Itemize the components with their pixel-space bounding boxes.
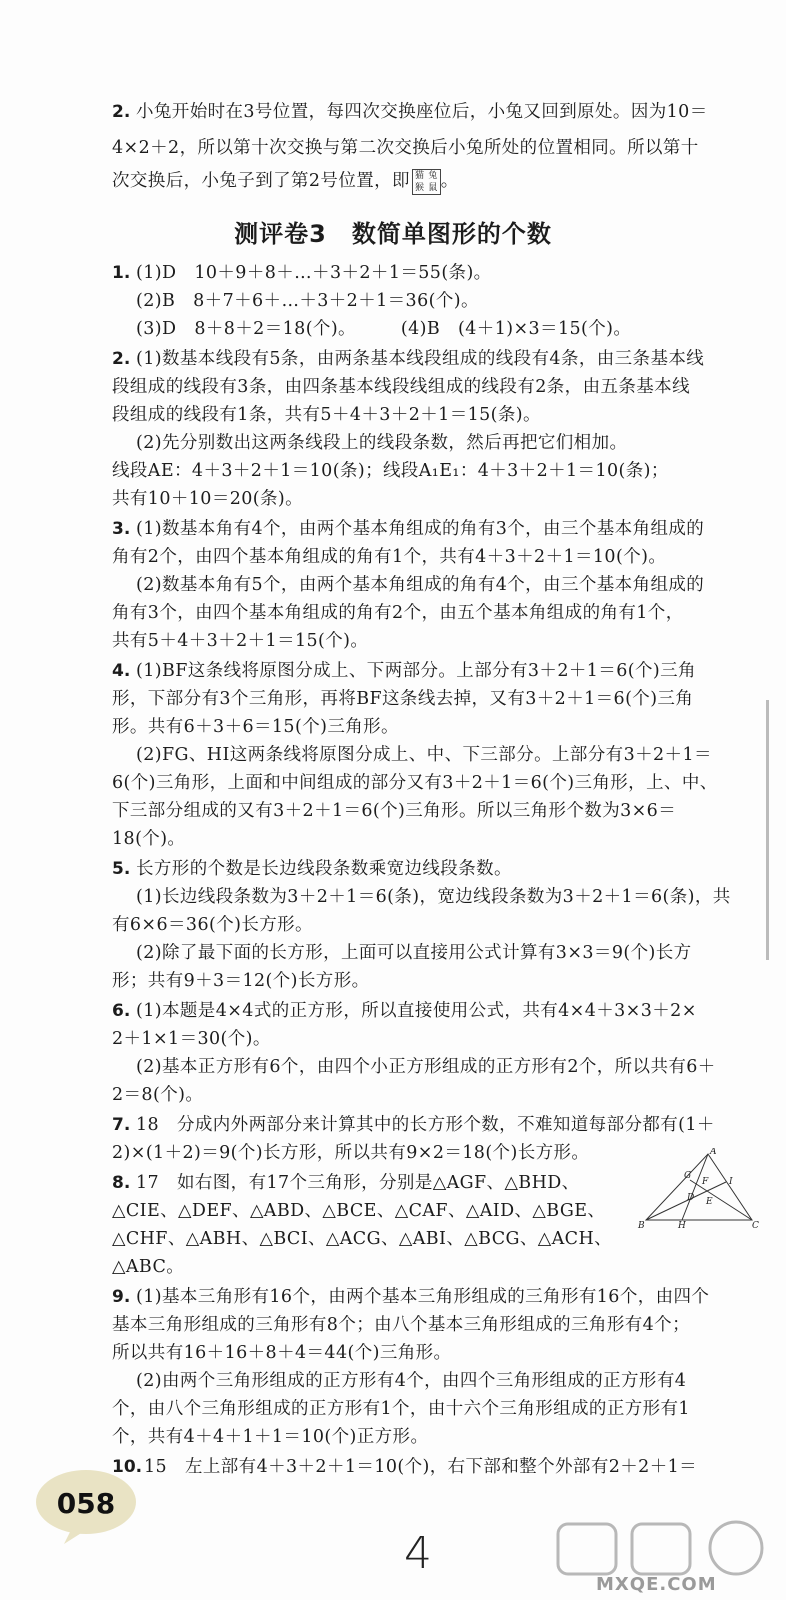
q10-line-1: 15 左上部有4＋3＋2＋1＝10(个)，右下部和整个外部有2＋2＋1＝ [144,1457,698,1477]
prev-line-3 [112,168,459,195]
q6-line-4: 2＝8(个)。 [112,1085,204,1105]
q9-line-3: 所以共有16＋16＋8＋4＝44(个)三角形。 [112,1343,452,1363]
q9-line-2: 基本三角形组成的三角形有8个；由八个基本三角形组成的三角形有4个； [112,1315,690,1335]
triangle-figure [636,1148,760,1228]
q8-line-1: 17 如右图，有17个三角形，分别是△AGF、△BHD、 [136,1173,580,1193]
animal-cell: 鼠 [428,182,438,193]
q3-number: 3. [112,519,131,539]
q3-line-2: 角有2个，由四个基本角组成的角有1个，共有4＋3＋2＋1＝10(个)。 [112,547,667,567]
q1-line-3: (3)D 8＋8＋2＝18(个)。 (4)B (4＋1)×3＝15(个)。 [136,319,632,339]
q4-line-7: 18(个)。 [112,829,186,849]
q9-line-5: 个，由八个三角形组成的正方形有1个，由十六个三角形组成的正方形有1 [112,1399,690,1419]
q9-number: 9. [112,1287,131,1307]
q4-line-3: 形。共有6＋3＋6＝15(个)三角形。 [112,717,399,737]
q5-line-2: (1)长边线段条数为3＋2＋1＝6(条)，宽边线段条数为3＋2＋1＝6(条)，共 [136,887,731,907]
q6-line-2: 2＋1×1＝30(个)。 [112,1029,271,1049]
margin-mark [766,700,769,960]
label-i: I [729,1177,733,1187]
prev-item-number: 2. [112,102,131,122]
prev-line-1: 小兔开始时在3号位置，每四次交换座位后，小兔又回到原处。因为10＝ [136,102,708,122]
q4-number: 4. [112,661,131,681]
q3-line-5: 共有5＋4＋3＋2＋1＝15(个)。 [112,631,369,651]
animal-cell: 猴 [414,182,425,193]
watermark-text: MXQE.COM [596,1574,717,1595]
q2-number: 2. [112,349,131,369]
q5-line-1: 长方形的个数是长边线段条数乘宽边线段条数。 [136,859,512,879]
q1-line-2: (2)B 8＋7＋6＋…＋3＋2＋1＝36(个)。 [136,291,479,311]
q5-line-3: 有6×6＝36(个)长方形。 [112,915,313,935]
q3-line-1: (1)数基本角有4个，由两个基本角组成的角有3个，由三个基本角组成的 [136,519,705,539]
q4-line-5: 6(个)三角形，上面和中间组成的部分又有3＋2＋1＝6(个)三角形，上、中、 [112,773,718,793]
q6-line-1: (1)本题是4×4式的正方形，所以直接使用公式，共有4×4＋3×3＋2× [136,1001,697,1021]
label-b: B [638,1221,645,1228]
q2-line-4: (2)先分别数出这两条线段上的线段条数，然后再把它们相加。 [136,433,628,453]
label-g: G [684,1171,692,1181]
q2-line-3: 段组成的线段有1条，共有5＋4＋3＋2＋1＝15(条)。 [112,405,541,425]
q1-line-1: (1)D 10＋9＋8＋…＋3＋2＋1＝55(条)。 [136,263,492,283]
q8-line-2: △CIE、△DEF、△ABD、△BCE、△CAF、△AID、△BGE、 [112,1201,606,1221]
q9-line-1: (1)基本三角形有16个，由两个基本三角形组成的三角形有16个，由四个 [136,1287,710,1307]
q6-line-3: (2)基本正方形有6个，由四个小正方形组成的正方形有2个，所以共有6＋ [136,1057,716,1077]
label-h: H [678,1221,686,1228]
q5-number: 5. [112,859,131,879]
q8-number: 8. [112,1173,131,1193]
q4-line-2: 形，下部分有3个三角形，再将BF这条线去掉，又有3＋2＋1＝6(个)三角 [112,689,694,709]
handwritten-mark: 4 [404,1528,432,1579]
q1-number: 1. [112,263,131,283]
q10-number: 10. [112,1457,143,1477]
label-d: D [687,1193,695,1203]
prev-line-2: 4×2＋2，所以第十次交换与第二次交换后小兔所处的位置相同。所以第十 [112,138,699,158]
q2-line-1: (1)数基本线段有5条，由两条基本线段组成的线段有4条，由三条基本线 [136,349,705,369]
page-number: 058 [56,1487,116,1520]
q4-line-1: (1)BF这条线将原图分成上、下两部分。上部分有3＋2＋1＝6(个)三角 [136,661,696,681]
q6-number: 6. [112,1001,131,1021]
q7-line-2: 2)×(1＋2)＝9(个)长方形，所以共有9×2＝18(个)长方形。 [112,1143,590,1163]
animal-grid [412,169,441,195]
section-title: 测评卷3 数简单图形的个数 [234,220,552,248]
q9-line-4: (2)由两个三角形组成的正方形有4个，由四个三角形组成的正方形有4 [136,1371,687,1391]
label-c: C [752,1221,759,1228]
q8-line-3: △CHF、△ABH、△BCI、△ACG、△ABI、△BCG、△ACH、 [112,1229,613,1249]
q2-line-5: 线段AE：4＋3＋2＋1＝10(条)；线段A₁E₁：4＋3＋2＋1＝10(条)； [112,461,669,481]
q3-line-3: (2)数基本角有5个，由两个基本角组成的角有4个，由三个基本角组成的 [136,575,705,595]
q4-line-6: 下三部分组成的又有3＋2＋1＝6(个)三角形。所以三角形个数为3×6＝ [112,801,677,821]
prev-line-3-text: 次交换后，小兔子到了第2号位置，即 [112,171,410,191]
q9-line-6: 个，共有4＋4＋1＋1＝10(个)正方形。 [112,1427,429,1447]
animal-cell: 猫 [414,170,425,181]
prev-line-3-end: 。 [440,171,459,191]
q5-line-4: (2)除了最下面的长方形，上面可以直接用公式计算有3×3＝9(个)长方 [136,943,692,963]
label-f: F [702,1177,709,1187]
label-a: A [710,1148,717,1157]
q7-number: 7. [112,1115,131,1135]
q5-line-5: 形；共有9＋3＝12(个)长方形。 [112,971,370,991]
page-number-badge [34,1458,144,1546]
q3-line-4: 角有3个，由四个基本角组成的角有2个，由五个基本角组成的角有1个， [112,603,684,623]
q2-line-2: 段组成的线段有3条，由四条基本线段线组成的线段有2条，由五条基本线 [112,377,690,397]
q2-line-6: 共有10＋10＝20(条)。 [112,489,304,509]
animal-cell: 兔 [428,170,438,181]
q7-line-1: 18 分成内外两部分来计算其中的长方形个数，不难知道每部分都有(1＋ [136,1115,715,1135]
q8-line-4: △ABC。 [112,1257,185,1277]
q4-line-4: (2)FG、HI这两条线将原图分成上、中、下三部分。上部分有3＋2＋1＝ [136,745,712,765]
label-e: E [706,1197,713,1207]
